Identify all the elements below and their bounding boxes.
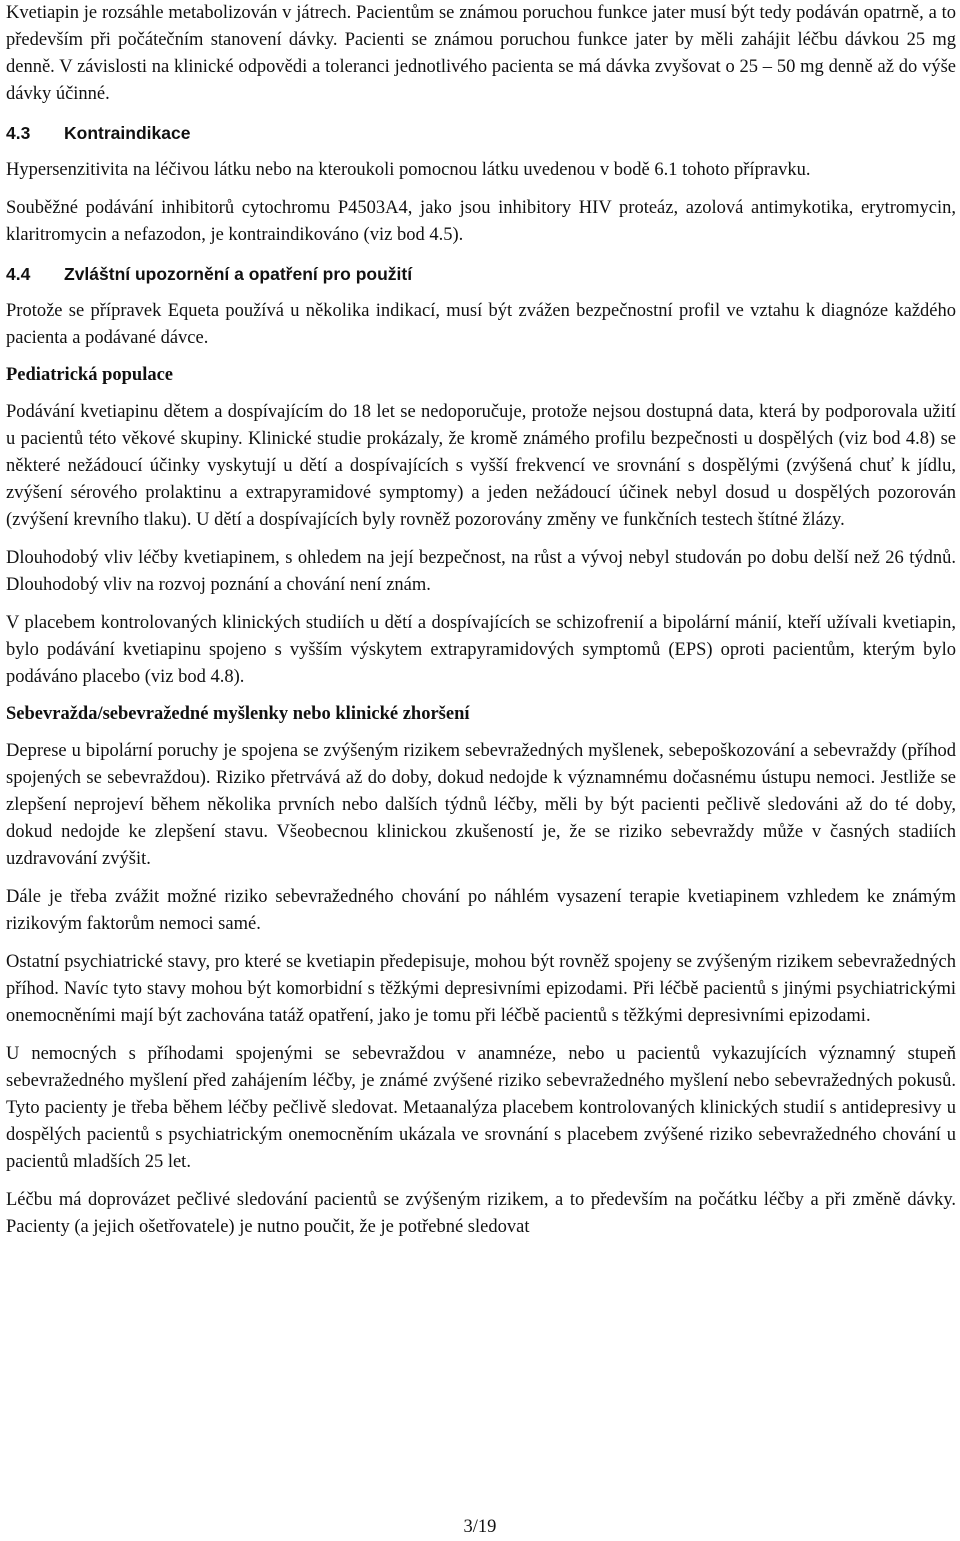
pediatric-paragraph: V placebem kontrolovaných klinických studiích u dětí a dospívajících se schizofrenií a bipolární mánií, kteří užívali kvetiapin, bylo podávání kvetiapinu spojeno s vyšším výskytem extrapyramidových symptomů (EPS) oproti pacientům, kterým bylo podáváno placebo (viz bod 4.8). bbox=[6, 613, 956, 687]
suicide-paragraph: Dále je třeba zvážit možné riziko sebevražedného chování po náhlém vysazení terapie kvetiapinem vzhledem ke známým rizikovým faktorům nemoci samé. bbox=[6, 887, 956, 934]
pediatric-paragraph: Podávání kvetiapinu dětem a dospívajícím do 18 let se nedoporučuje, protože nejsou dostupná data, která by podporovala užití u pacientů této věkové skupiny. Klinické studie prokázaly, že kromě známého profilu bezpečnosti u dospělých (viz bod 4.8) se některé nežádoucí účinky vyskytují u dětí a dospívajících s vyšší frekvencí ve srovnání s dospělými (zvýšená chuť k jídlu, zvýšení sérového prolaktinu a extrapyramidové symptomy) a jeden nežádoucí účinek nebyl dosud u dospělých pozorován (zvýšení krevního tlaku). U dětí a dospívajících byly rovněž pozorovány změny ve funkčních testech štítné žlázy. bbox=[6, 402, 956, 530]
page-number: 3/19 bbox=[463, 1517, 497, 1537]
document-page bbox=[6, 0, 956, 1241]
suicide-paragraph: Léčbu má doprovázet pečlivé sledování pacientů se zvýšeným rizikem, a to především na počátku léčby a při změně dávky. Pacienty (a jejich ošetřovatele) je nutno poučit, že je potřebné sledovat bbox=[6, 1190, 956, 1237]
contraindication-paragraph: Souběžné podávání inhibitorů cytochromu P4503A4, jako jsou inhibitory HIV proteáz, azolová antimykotika, erytromycin, klaritromycin a nefazodon, je kontraindikováno (viz bod 4.5). bbox=[6, 198, 956, 245]
pediatric-subheading: Pediatrická populace bbox=[6, 365, 174, 385]
section-title: Zvláštní upozornění a opatření pro použití bbox=[64, 264, 413, 284]
section-heading-4-3 bbox=[6, 120, 956, 147]
pediatric-paragraph: Dlouhodobý vliv léčby kvetiapinem, s ohledem na její bezpečnost, na růst a vývoj nebyl studován po dobu delší než 26 týdnů. Dlouhodobý vliv na rozvoj poznání a chování není znám. bbox=[6, 548, 956, 595]
suicide-paragraph: Ostatní psychiatrické stavy, pro které se kvetiapin předepisuje, mohou být rovněž spojeny se zvýšeným rizikem sebevražedných příhod. Navíc tyto stavy mohou být komorbidní s těžkými depresivními epizodami. Při léčbě pacientů s jinými psychiatrickými onemocněními mají být zachována tatáž opatření, jako je tomu při léčbě pacientů s těžkými depresivními epizodami. bbox=[6, 952, 956, 1026]
section-title: Kontraindikace bbox=[64, 123, 191, 143]
intro-paragraph: Kvetiapin je rozsáhle metabolizován v játrech. Pacientům se známou poruchou funkce jater musí být tedy podáván opatrně, a to především při počátečním stanovení dávky. Pacienti se známou poruchou funkce jater by měli zahájit léčbu dávkou 25 mg denně. V závislosti na klinické odpovědi a toleranci jednotlivého pacienta se má dávka zvyšovat o 25 – 50 mg denně až do výše dávky účinné. bbox=[6, 3, 956, 104]
suicide-paragraph: Deprese u bipolární poruchy je spojena se zvýšeným rizikem sebevražedných myšlenek, sebepoškozování a sebevraždy (příhod spojených se sebevraždou). Riziko přetrvává až do doby, dokud nedojde k významnému dočasnému ústupu nemoci. Jestliže se zlepšení neprojeví během několika prvních nebo dalších týdnů léčby, měli by být pacienti pečlivě sledováni až do té doby, dokud nedojde ke zlepšení stavu. Všeobecnou klinickou zkušeností je, že se riziko sebevraždy může v časných stadiích uzdravování zvýšit. bbox=[6, 741, 956, 869]
contraindication-paragraph: Hypersenzitivita na léčivou látku nebo na kteroukoli pomocnou látku uvedenou v bodě 6.1 tohoto přípravku. bbox=[6, 160, 811, 180]
section-number: 4.3 bbox=[6, 123, 31, 143]
section-number: 4.4 bbox=[6, 264, 31, 284]
suicide-paragraph: U nemocných s příhodami spojenými se sebevraždou v anamnéze, nebo u pacientů vykazujících významný stupeň sebevražedného myšlení před zahájením léčby, je známé zvýšené riziko sebevražedného myšlení nebo sebevražedných pokusů. Tyto pacienty je třeba během léčby pečlivě sledovat. Metaanalýza placebem kontrolovaných klinických studií s antidepresivy u dospělých pacientů s psychiatrickým onemocněním ukázala ve srovnání s placebem zvýšené riziko sebevražedného chování u pacientů mladších 25 let. bbox=[6, 1044, 956, 1172]
suicide-subheading: Sebevražda/sebevražedné myšlenky nebo klinické zhoršení bbox=[6, 704, 470, 724]
warnings-intro-paragraph: Protože se přípravek Equeta používá u několika indikací, musí být zvážen bezpečnostní profil ve vztahu k diagnóze každého pacienta a podávané dávce. bbox=[6, 301, 956, 348]
section-heading-4-4 bbox=[6, 261, 956, 288]
